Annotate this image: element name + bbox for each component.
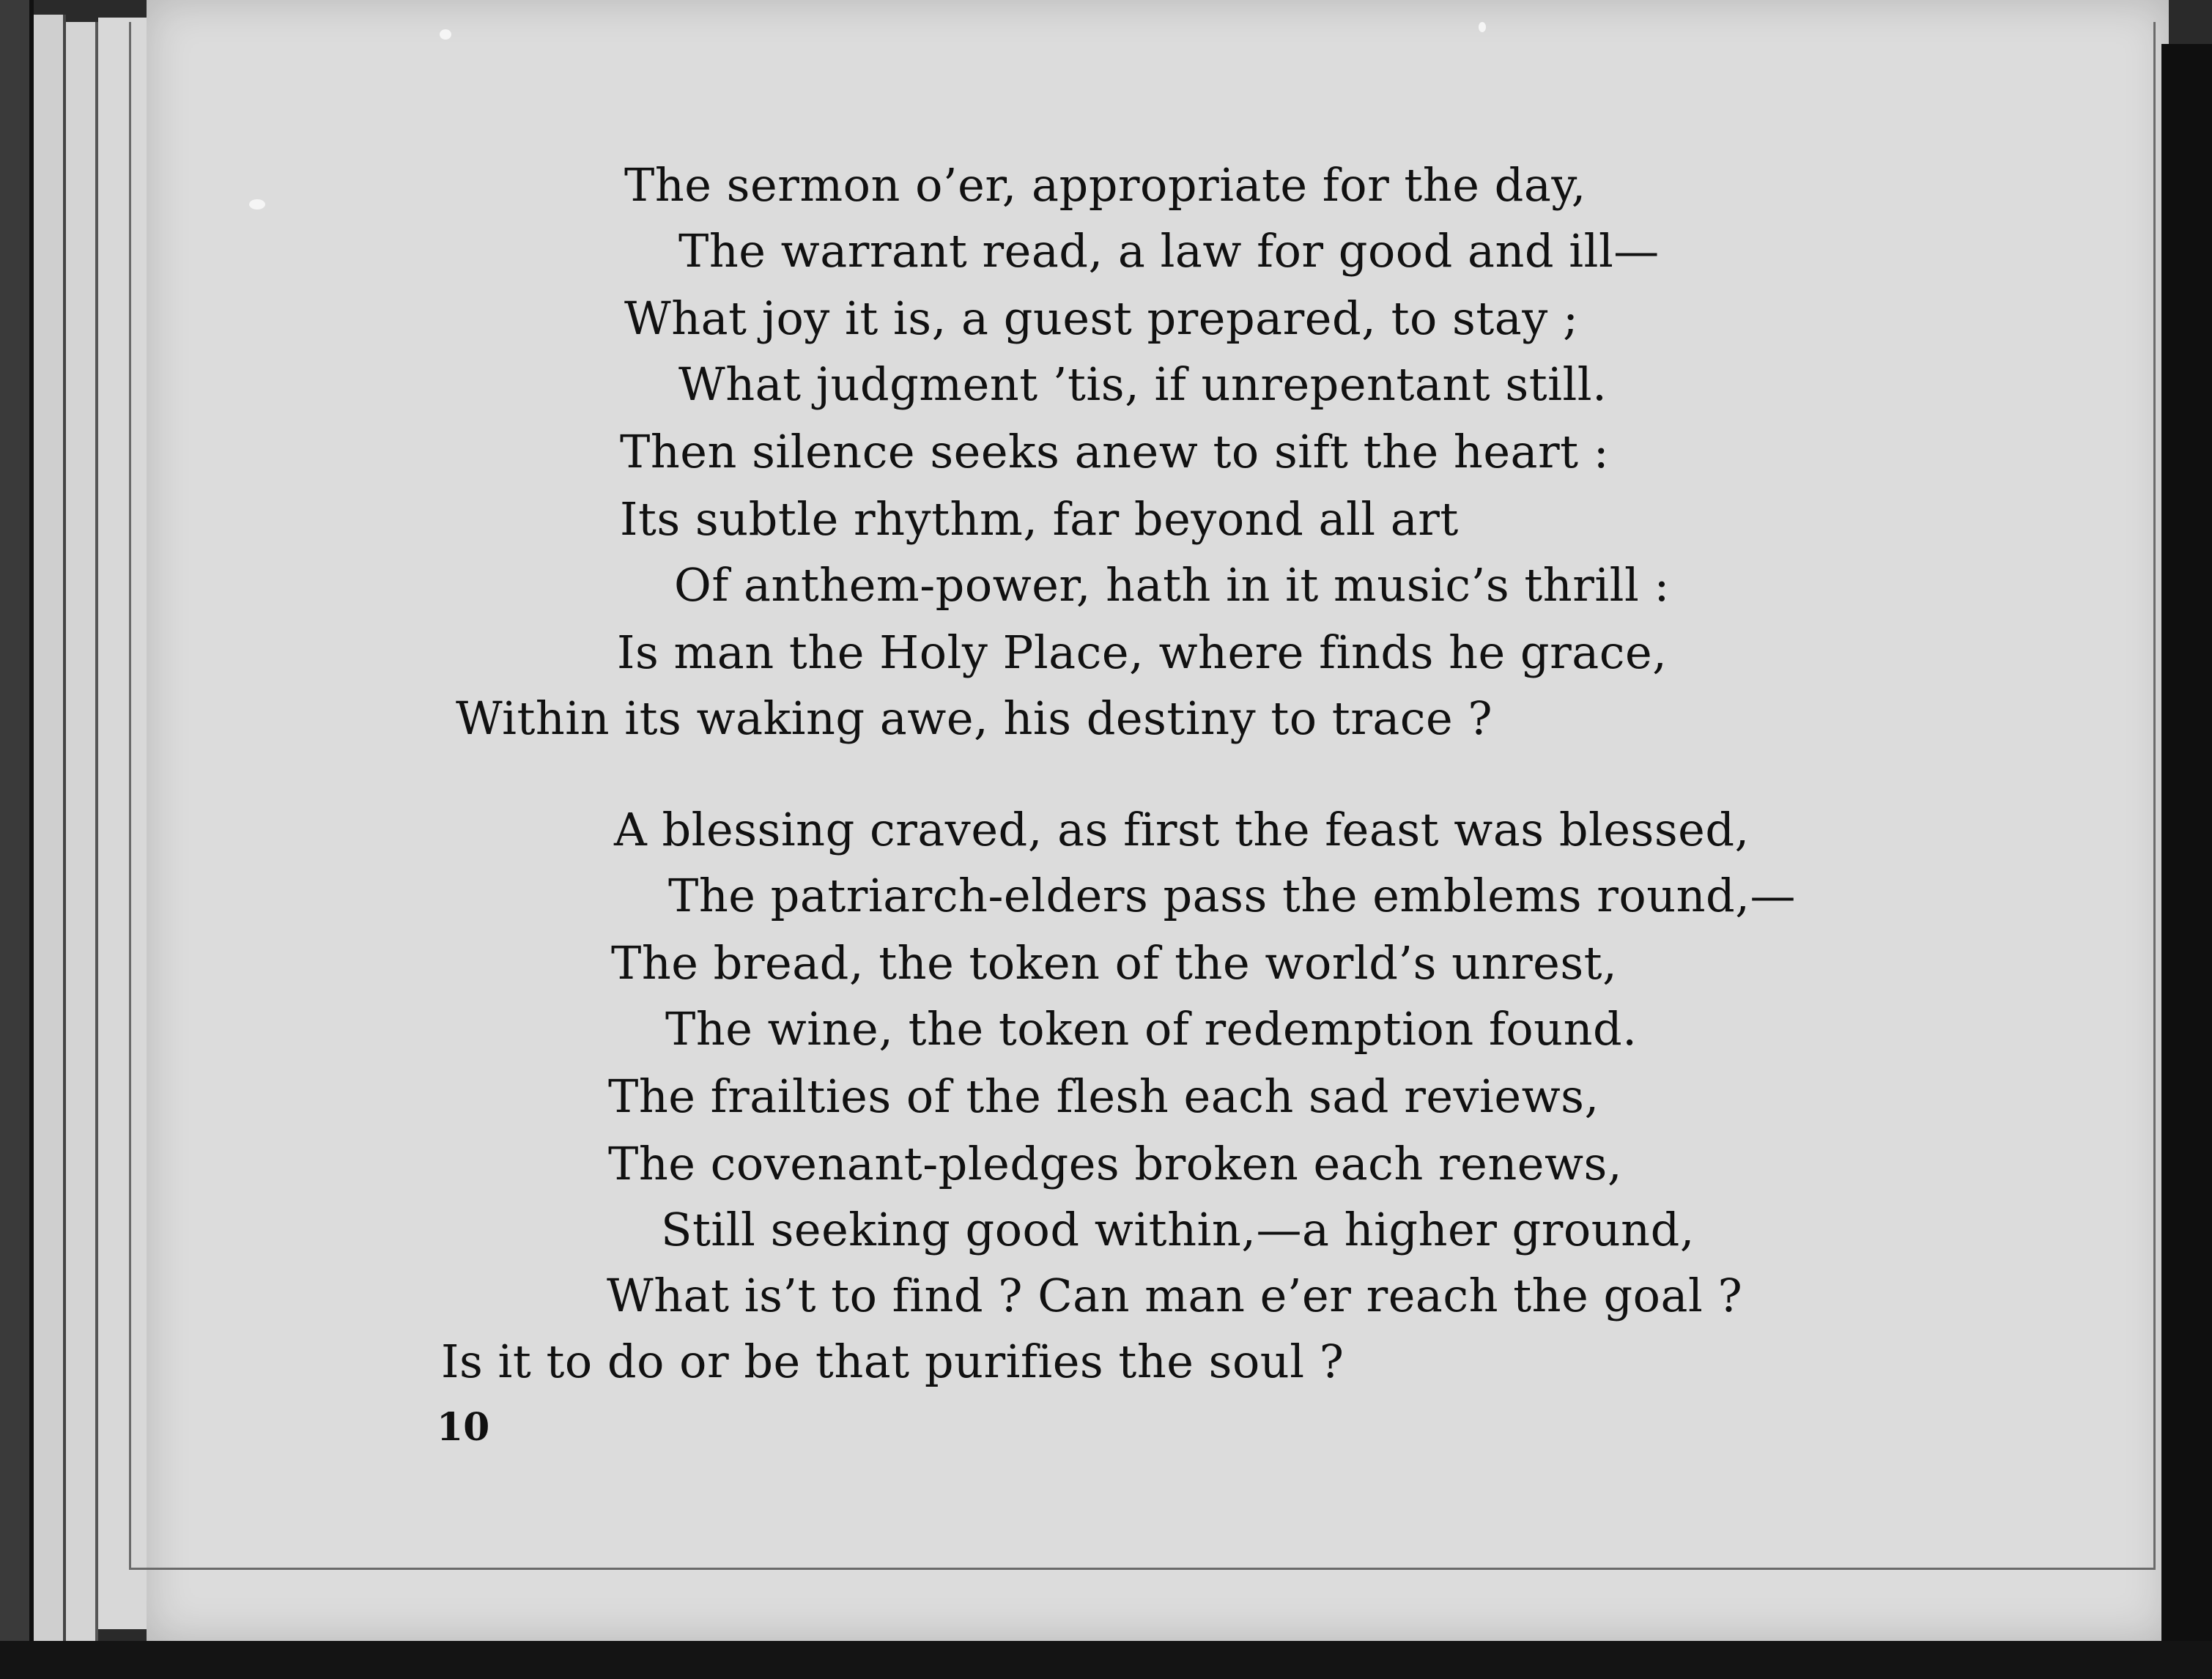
poem-line: What is’t to find ? Can man e’er reach the goal ? (607, 1269, 1743, 1322)
poem-line: The warrant read, a law for good and ill— (678, 224, 1660, 278)
poem-line: Its subtle rhythm, far beyond all art (620, 492, 1459, 546)
poem-line: The bread, the token of the world’s unrest, (611, 936, 1618, 990)
poem-line: Is man the Holy Place, where finds he grace, (617, 626, 1668, 679)
poem-line: The covenant-pledges broken each renews, (608, 1137, 1623, 1190)
poem-line: The wine, the token of redemption found. (665, 1002, 1638, 1056)
poem-line: What joy it is, a guest prepared, to stay ; (624, 292, 1579, 345)
poem-line: What judgment ’tis, if unrepentant still. (678, 357, 1608, 411)
poem-line: The sermon o’er, appropriate for the day, (624, 158, 1586, 212)
page-number: 10 (437, 1405, 490, 1450)
poem-line: Then silence seeks anew to sift the heart : (620, 425, 1610, 478)
poem-line: The frailties of the flesh each sad reviews, (608, 1070, 1599, 1123)
poem-line: Within its waking awe, his destiny to trace ? (456, 692, 1493, 745)
poem-line: Of anthem-power, hath in it music’s thrill : (674, 558, 1670, 612)
poem-line: The patriarch-elders pass the emblems round,— (668, 869, 1796, 922)
poem-line: A blessing craved, as first the feast was blessed, (614, 803, 1750, 856)
poem-line: Is it to do or be that purifies the soul ? (441, 1335, 1344, 1388)
poem-line: Still seeking good within,—a higher ground, (661, 1203, 1695, 1256)
